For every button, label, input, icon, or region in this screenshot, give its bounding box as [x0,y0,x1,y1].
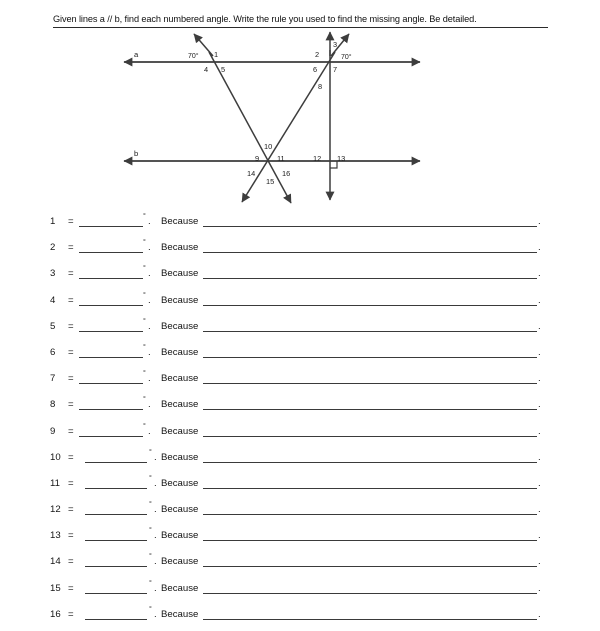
reason-blank[interactable] [203,566,537,567]
reason-blank[interactable] [203,540,537,541]
angle-value-blank[interactable] [85,619,147,620]
angle-value-blank[interactable] [79,226,143,227]
because-label: Because [161,294,199,306]
reason-blank[interactable] [203,462,537,463]
angle-label-11: 11 [277,154,285,163]
angle-number: 14 [50,556,61,568]
degree-symbol: ° [143,317,146,325]
because-label: Because [161,320,199,332]
angle-number: 7 [50,373,56,385]
because-label: Because [161,216,199,227]
answer-row [0,526,600,552]
value-period: . [148,346,151,358]
angle-number: 9 [50,425,56,437]
degree-symbol: ° [149,579,152,587]
angle-value-blank[interactable] [85,488,147,489]
answer-row [0,238,600,264]
angle-number: 11 [50,477,60,489]
angle-number: 1 [50,216,56,227]
answer-row [0,395,600,421]
angle-value-blank[interactable] [79,331,143,332]
angle-label-9: 9 [255,154,260,163]
degree-symbol: ° [143,213,146,220]
reason-period: . [538,556,541,568]
value-period: . [148,320,151,332]
angle-number: 3 [50,268,56,280]
degree-symbol: ° [149,474,152,482]
because-label: Because [161,399,199,411]
transversal-left [194,34,291,203]
angle-label-4: 4 [204,65,209,74]
reason-blank[interactable] [203,226,537,227]
equals-sign: = [68,556,74,568]
reason-blank[interactable] [203,619,537,620]
value-period: . [148,373,151,385]
parallel-lines-transversal-diagram [0,30,600,215]
value-period: . [148,425,151,437]
degree-symbol: ° [149,605,152,613]
equals-sign: = [68,608,74,620]
because-label: Because [161,268,199,280]
degree-symbol: ° [143,370,146,378]
degree-symbol: ° [143,291,146,299]
degree-symbol: ° [149,527,152,535]
answer-row [0,343,600,369]
angle-value-blank[interactable] [79,409,143,410]
angle-number: 6 [50,346,56,358]
angle-label-10: 10 [264,142,273,151]
reason-blank[interactable] [203,436,537,437]
reason-blank[interactable] [203,357,537,358]
angle-number: 2 [50,242,56,254]
answer-row [0,474,600,500]
angle-number: 13 [50,530,61,542]
because-label: Because [161,530,199,542]
equals-sign: = [68,504,74,516]
reason-period: . [538,320,541,332]
because-label: Because [161,451,199,463]
reason-blank[interactable] [203,488,537,489]
because-label: Because [161,582,199,594]
angle-value-blank[interactable] [85,566,147,567]
reason-period: . [538,425,541,437]
answer-list [0,212,600,631]
angle-value-blank[interactable] [79,305,143,306]
reason-blank[interactable] [203,331,537,332]
reason-blank[interactable] [203,305,537,306]
equals-sign: = [68,320,74,332]
degree-symbol: ° [143,422,146,430]
given-angle-right: 70° [341,54,352,61]
answer-row [0,212,600,238]
angle-value-blank[interactable] [85,514,147,515]
equals-sign: = [68,530,74,542]
reason-blank[interactable] [203,409,537,410]
reason-blank[interactable] [203,278,537,279]
equals-sign: = [68,216,74,227]
value-period: . [154,451,157,463]
angle-value-blank[interactable] [85,593,147,594]
reason-period: . [538,530,541,542]
equals-sign: = [68,477,74,489]
reason-period: . [538,477,541,489]
value-period: . [154,582,157,594]
equals-sign: = [68,425,74,437]
because-label: Because [161,346,199,358]
answer-row [0,605,600,631]
answer-row [0,317,600,343]
value-period: . [148,242,151,254]
reason-period: . [538,346,541,358]
angle-label-16: 16 [282,169,291,178]
angle-value-blank[interactable] [79,383,143,384]
answer-row [0,291,600,317]
angle-label-3: 3 [333,40,338,49]
equals-sign: = [68,294,74,306]
angle-label-1: 1 [214,50,219,59]
value-period: . [148,216,151,227]
angle-value-blank[interactable] [79,252,143,253]
reason-period: . [538,373,541,385]
angle-value-blank[interactable] [79,436,143,437]
degree-symbol: ° [149,448,152,456]
line-b-label: b [134,149,139,158]
reason-blank[interactable] [203,514,537,515]
reason-period: . [538,504,541,516]
degree-symbol: ° [143,239,146,247]
angle-label-8: 8 [318,82,323,91]
because-label: Because [161,556,199,568]
reason-period: . [538,608,541,620]
answer-row [0,552,600,578]
degree-symbol: ° [149,553,152,561]
because-label: Because [161,504,199,516]
angle-value-blank[interactable] [79,278,143,279]
reason-period: . [538,242,541,254]
reason-period: . [538,399,541,411]
transversal-right [242,34,349,202]
reason-blank[interactable] [203,593,537,594]
angle-label-2: 2 [315,50,320,59]
angle-label-5: 5 [221,65,226,74]
equals-sign: = [68,582,74,594]
answer-row [0,264,600,290]
angle-label-14: 14 [247,169,256,178]
degree-symbol: ° [143,343,146,351]
line-a-label: a [134,50,139,59]
equals-sign: = [68,451,74,463]
answer-row [0,422,600,448]
value-period: . [154,504,157,516]
reason-period: . [538,268,541,280]
equals-sign: = [68,399,74,411]
reason-blank[interactable] [203,252,537,253]
angle-number: 15 [50,582,61,594]
because-label: Because [161,425,199,437]
value-period: . [148,294,151,306]
degree-symbol: ° [143,396,146,404]
equals-sign: = [68,242,74,254]
answer-row [0,500,600,526]
angle-number: 8 [50,399,56,411]
because-label: Because [161,373,199,385]
angle-label-7: 7 [333,65,338,74]
angle-value-blank[interactable] [85,462,147,463]
reason-period: . [538,216,541,227]
reason-period: . [538,294,541,306]
value-period: . [154,477,157,489]
value-period: . [154,530,157,542]
because-label: Because [161,608,199,620]
angle-label-13: 13 [337,154,346,163]
worksheet-instructions: Given lines a // b, find each numbered angle. Write the rule you used to find the missing angle. Be detailed. [53,13,548,28]
angle-value-blank[interactable] [85,540,147,541]
reason-blank[interactable] [203,383,537,384]
degree-symbol: ° [149,501,152,509]
because-label: Because [161,477,199,489]
angle-number: 5 [50,320,56,332]
angle-value-blank[interactable] [79,357,143,358]
angle-number: 12 [50,504,61,516]
given-angle-left: 70° [188,53,199,60]
answer-row [0,579,600,605]
value-period: . [154,556,157,568]
reason-period: . [538,582,541,594]
angle-label-12: 12 [313,154,322,163]
answer-row [0,448,600,474]
angle-number: 10 [50,451,61,463]
angle-number: 4 [50,294,56,306]
right-angle-marker [330,161,337,168]
value-period: . [148,268,151,280]
angle-label-6: 6 [313,65,318,74]
angle-number: 16 [50,608,61,620]
equals-sign: = [68,268,74,280]
value-period: . [148,399,151,411]
value-period: . [154,608,157,620]
angle-label-15: 15 [266,177,275,186]
equals-sign: = [68,373,74,385]
reason-period: . [538,451,541,463]
equals-sign: = [68,346,74,358]
because-label: Because [161,242,199,254]
degree-symbol: ° [143,265,146,273]
answer-row [0,369,600,395]
